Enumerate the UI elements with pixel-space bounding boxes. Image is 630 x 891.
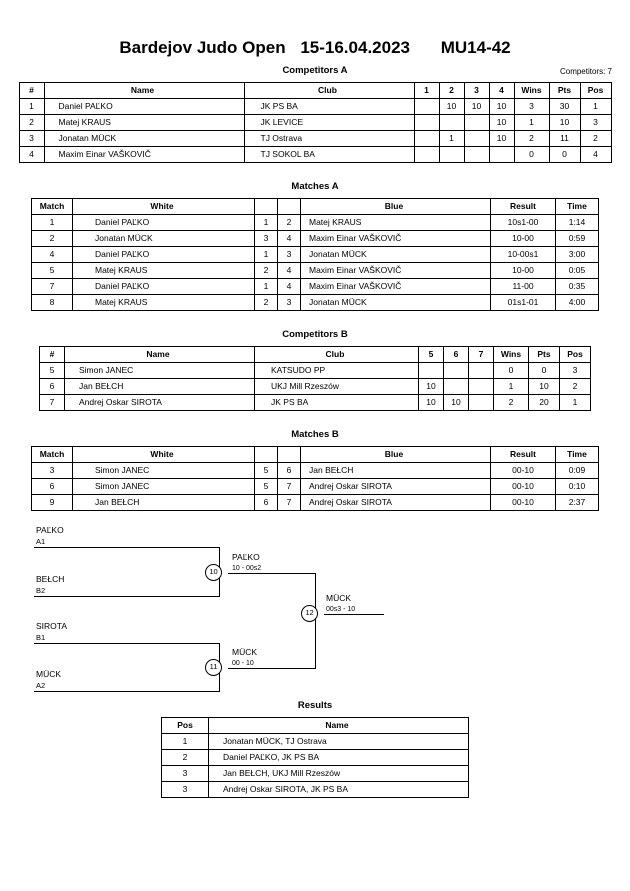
- col-white: White: [73, 447, 255, 463]
- cell-name: Matej KRAUS: [44, 115, 244, 131]
- table-row: [40, 379, 591, 395]
- matches-b-title: Matches B: [291, 429, 339, 440]
- col-name: Name: [209, 718, 469, 734]
- bracket-entry-name: BEŁCH: [36, 574, 65, 584]
- col-blue: Blue: [301, 447, 491, 463]
- cell-match: 8: [32, 295, 73, 311]
- table-row: [162, 766, 469, 782]
- table-header-row: [19, 83, 611, 99]
- cell-match: 2: [32, 231, 73, 247]
- competitors-count: Competitors: 7: [559, 67, 612, 76]
- col-r3: 3: [464, 83, 489, 99]
- cell-white: Matej KRAUS: [73, 263, 255, 279]
- cell-blue-num: 4: [278, 279, 301, 295]
- table-row: [32, 463, 599, 479]
- cell-blue: Jan BEŁCH: [301, 463, 491, 479]
- cell-club: JK PS BA: [255, 395, 419, 411]
- cell-r1: [414, 99, 439, 115]
- col-r1: 1: [414, 83, 439, 99]
- cell-result: 10-00: [491, 231, 556, 247]
- cell-pts: 10: [549, 115, 580, 131]
- table-row: [162, 782, 469, 798]
- cell-white: Daniel PAĽKO: [73, 247, 255, 263]
- cell-white: Simon JANEC: [73, 463, 255, 479]
- table-header-row: [162, 718, 469, 734]
- matches-b-table-wrap: [0, 446, 630, 511]
- cell-result: 10-00: [491, 263, 556, 279]
- cell-blue: Matej KRAUS: [301, 215, 491, 231]
- cell-club: TJ Ostrava: [244, 131, 414, 147]
- bracket-bout-score: 00s3 - 10: [326, 606, 356, 613]
- cell-result: 01s1-01: [491, 295, 556, 311]
- bracket-entry-seed: B2: [36, 586, 46, 595]
- cell-number: 2: [19, 115, 44, 131]
- col-blue: Blue: [301, 199, 491, 215]
- tournament-dates: 15-16.04.2023: [300, 38, 410, 57]
- col-time: Time: [556, 199, 599, 215]
- cell-time: 0:05: [556, 263, 599, 279]
- col-club: Club: [244, 83, 414, 99]
- col-pts: Pts: [529, 347, 560, 363]
- cell-club: UKJ Mill Rzeszów: [255, 379, 419, 395]
- cell-time: 2:37: [556, 495, 599, 511]
- bracket-bout-winner: PAĽKO: [232, 552, 260, 562]
- cell-number: 3: [19, 131, 44, 147]
- cell-result: 00-10: [491, 479, 556, 495]
- cell-r6: 10: [444, 395, 469, 411]
- cell-result: 00-10: [491, 495, 556, 511]
- col-number: #: [40, 347, 65, 363]
- cell-white-num: 2: [255, 295, 278, 311]
- cell-name: Daniel PAĽKO, JK PS BA: [209, 750, 469, 766]
- cell-pos: 2: [162, 750, 209, 766]
- cell-pts: 0: [549, 147, 580, 163]
- cell-result: 11-00: [491, 279, 556, 295]
- bracket-entry-seed: A2: [36, 681, 46, 690]
- col-r4: 4: [489, 83, 514, 99]
- bracket-bout-number: 10: [205, 564, 222, 581]
- cell-name: Jan BEŁCH, UKJ Mill Rzeszów: [209, 766, 469, 782]
- page-header: [0, 0, 630, 58]
- cell-white: Matej KRAUS: [73, 295, 255, 311]
- header-title-line: [0, 38, 630, 58]
- col-pos: Pos: [580, 83, 611, 99]
- table-row: [32, 295, 599, 311]
- cell-result: 10s1-00: [491, 215, 556, 231]
- cell-match: 7: [32, 279, 73, 295]
- cell-name: Jan BEŁCH: [65, 379, 255, 395]
- table-row: [19, 147, 611, 163]
- table-row: [40, 395, 591, 411]
- cell-r5: 10: [419, 395, 444, 411]
- matches-a-table: [31, 198, 599, 311]
- col-match: Match: [32, 447, 73, 463]
- tournament-title: Bardejov Judo Open: [119, 38, 286, 57]
- table-row: [32, 247, 599, 263]
- cell-match: 3: [32, 463, 73, 479]
- table-row: [32, 479, 599, 495]
- competitors-a-table-wrap: [0, 82, 630, 163]
- cell-pos: 1: [580, 99, 611, 115]
- col-white: White: [73, 199, 255, 215]
- bracket-line: [228, 573, 316, 574]
- results-table-wrap: [0, 717, 630, 798]
- results-title: Results: [297, 700, 333, 711]
- bracket-entry-seed: A1: [36, 537, 46, 546]
- cell-wins: 0: [494, 363, 529, 379]
- cell-white-num: 5: [255, 479, 278, 495]
- competitors-b-table-wrap: [0, 346, 630, 411]
- col-r6: 6: [444, 347, 469, 363]
- cell-wins: 0: [514, 147, 549, 163]
- cell-r4: 10: [489, 131, 514, 147]
- competitors-b-title: Competitors B: [282, 329, 348, 340]
- cell-pts: 30: [549, 99, 580, 115]
- cell-r5: 10: [419, 379, 444, 395]
- cell-white-num: 5: [255, 463, 278, 479]
- cell-time: 0:59: [556, 231, 599, 247]
- col-r2: 2: [439, 83, 464, 99]
- bracket-bout-number: 11: [205, 659, 222, 676]
- cell-r6: [444, 363, 469, 379]
- cell-white-num: 3: [255, 231, 278, 247]
- col-result: Result: [491, 199, 556, 215]
- cell-club: JK PS BA: [244, 99, 414, 115]
- bracket-bout-score: 00 - 10: [232, 660, 254, 667]
- col-match: Match: [32, 199, 73, 215]
- cell-pts: 0: [529, 363, 560, 379]
- col-time: Time: [556, 447, 599, 463]
- cell-r6: [444, 379, 469, 395]
- results-table: [161, 717, 469, 798]
- col-pos: Pos: [560, 347, 591, 363]
- tournament-category: MU14-42: [440, 38, 511, 57]
- col-blue-num: [278, 447, 301, 463]
- cell-pos: 1: [560, 395, 591, 411]
- bracket-entry-name: MÜCK: [36, 669, 62, 679]
- col-wins: Wins: [494, 347, 529, 363]
- table-row: [19, 131, 611, 147]
- cell-blue: Jonatan MÜCK: [301, 247, 491, 263]
- table-row: [32, 215, 599, 231]
- cell-number: 4: [19, 147, 44, 163]
- cell-match: 9: [32, 495, 73, 511]
- cell-blue: Andrej Oskar SIROTA: [301, 495, 491, 511]
- cell-pos: 4: [580, 147, 611, 163]
- bracket-line: [324, 614, 384, 615]
- bracket-bout-winner: MÜCK: [232, 647, 258, 657]
- table-header-row: [32, 447, 599, 463]
- cell-pos: 3: [580, 115, 611, 131]
- cell-r4: 10: [489, 99, 514, 115]
- cell-r3: [464, 147, 489, 163]
- cell-pos: 3: [162, 782, 209, 798]
- bracket-line: [34, 643, 220, 644]
- cell-r3: [464, 115, 489, 131]
- cell-name: Andrej Oskar SIROTA, JK PS BA: [209, 782, 469, 798]
- cell-blue: Jonatan MÜCK: [301, 295, 491, 311]
- cell-wins: 1: [514, 115, 549, 131]
- cell-blue-num: 6: [278, 463, 301, 479]
- cell-white: Jan BEŁCH: [73, 495, 255, 511]
- cell-r1: [414, 131, 439, 147]
- col-white-num: [255, 199, 278, 215]
- col-name: Name: [44, 83, 244, 99]
- cell-blue-num: 7: [278, 495, 301, 511]
- cell-r7: [469, 363, 494, 379]
- competitors-b-table: [39, 346, 591, 411]
- bracket-line: [315, 573, 316, 668]
- cell-time: 0:10: [556, 479, 599, 495]
- bracket-entry-seed: B1: [36, 633, 46, 642]
- cell-r2: [439, 115, 464, 131]
- cell-white-num: 2: [255, 263, 278, 279]
- cell-name: Jonatan MÜCK, TJ Ostrava: [209, 734, 469, 750]
- cell-pts: 11: [549, 131, 580, 147]
- cell-result: 10-00s1: [491, 247, 556, 263]
- table-row: [162, 750, 469, 766]
- cell-time: 3:00: [556, 247, 599, 263]
- knockout-bracket: [0, 525, 630, 700]
- cell-white: Daniel PAĽKO: [73, 279, 255, 295]
- cell-r7: [469, 379, 494, 395]
- cell-r3: 10: [464, 99, 489, 115]
- cell-pos: 2: [580, 131, 611, 147]
- cell-r2: 1: [439, 131, 464, 147]
- bracket-bout-winner: MÜCK: [326, 593, 352, 603]
- table-row: [19, 115, 611, 131]
- cell-time: 0:09: [556, 463, 599, 479]
- cell-pts: 20: [529, 395, 560, 411]
- cell-name: Andrej Oskar SIROTA: [65, 395, 255, 411]
- cell-blue-num: 4: [278, 263, 301, 279]
- cell-white: Simon JANEC: [73, 479, 255, 495]
- matches-a-title: Matches A: [291, 181, 339, 192]
- table-row: [40, 363, 591, 379]
- col-result: Result: [491, 447, 556, 463]
- cell-number: 5: [40, 363, 65, 379]
- cell-club: TJ SOKOL BA: [244, 147, 414, 163]
- cell-white: Daniel PAĽKO: [73, 215, 255, 231]
- col-club: Club: [255, 347, 419, 363]
- bracket-entry-name: SIROTA: [36, 621, 68, 631]
- cell-r1: [414, 147, 439, 163]
- cell-white-num: 1: [255, 215, 278, 231]
- col-pos: Pos: [162, 718, 209, 734]
- cell-r3: [464, 131, 489, 147]
- table-header-row: [32, 199, 599, 215]
- cell-white: Jonatan MÜCK: [73, 231, 255, 247]
- cell-blue-num: 4: [278, 231, 301, 247]
- table-row: [162, 734, 469, 750]
- cell-white-num: 1: [255, 247, 278, 263]
- cell-pos: 3: [560, 363, 591, 379]
- cell-result: 00-10: [491, 463, 556, 479]
- cell-blue: Maxim Einar VAŠKOVIČ: [301, 231, 491, 247]
- cell-club: KATSUDO PP: [255, 363, 419, 379]
- cell-wins: 2: [514, 131, 549, 147]
- cell-r7: [469, 395, 494, 411]
- cell-match: 1: [32, 215, 73, 231]
- cell-number: 1: [19, 99, 44, 115]
- cell-wins: 3: [514, 99, 549, 115]
- cell-club: JK LEVICE: [244, 115, 414, 131]
- cell-wins: 1: [494, 379, 529, 395]
- cell-name: Daniel PAĽKO: [44, 99, 244, 115]
- competitors-a-table: [19, 82, 612, 163]
- cell-wins: 2: [494, 395, 529, 411]
- col-pts: Pts: [549, 83, 580, 99]
- cell-pos: 3: [162, 766, 209, 782]
- cell-r4: [489, 147, 514, 163]
- cell-r1: [414, 115, 439, 131]
- col-name: Name: [65, 347, 255, 363]
- col-blue-num: [278, 199, 301, 215]
- bracket-line: [34, 691, 220, 692]
- bracket-line: [34, 547, 220, 548]
- col-r7: 7: [469, 347, 494, 363]
- cell-pts: 10: [529, 379, 560, 395]
- competitors-a-heading: [0, 65, 630, 76]
- competitors-a-title: Competitors A: [282, 65, 348, 76]
- cell-number: 7: [40, 395, 65, 411]
- cell-number: 6: [40, 379, 65, 395]
- cell-name: Jonatan MÜCK: [44, 131, 244, 147]
- col-wins: Wins: [514, 83, 549, 99]
- matches-b-table: [31, 446, 599, 511]
- cell-r2: [439, 147, 464, 163]
- cell-r4: 10: [489, 115, 514, 131]
- cell-name: Maxim Einar VAŠKOVIČ: [44, 147, 244, 163]
- table-header-row: [40, 347, 591, 363]
- col-number: #: [19, 83, 44, 99]
- cell-r5: [419, 363, 444, 379]
- cell-match: 6: [32, 479, 73, 495]
- cell-blue: Andrej Oskar SIROTA: [301, 479, 491, 495]
- cell-pos: 2: [560, 379, 591, 395]
- matches-a-table-wrap: [0, 198, 630, 311]
- cell-white-num: 1: [255, 279, 278, 295]
- table-row: [32, 495, 599, 511]
- table-row: [32, 231, 599, 247]
- cell-match: 4: [32, 247, 73, 263]
- cell-blue: Maxim Einar VAŠKOVIČ: [301, 279, 491, 295]
- table-row: [19, 99, 611, 115]
- cell-time: 4:00: [556, 295, 599, 311]
- bracket-line: [34, 596, 220, 597]
- table-row: [32, 263, 599, 279]
- col-r5: 5: [419, 347, 444, 363]
- cell-blue-num: 2: [278, 215, 301, 231]
- cell-name: Simon JANEC: [65, 363, 255, 379]
- cell-time: 0:35: [556, 279, 599, 295]
- cell-time: 1:14: [556, 215, 599, 231]
- cell-blue-num: 7: [278, 479, 301, 495]
- cell-pos: 1: [162, 734, 209, 750]
- table-row: [32, 279, 599, 295]
- cell-match: 5: [32, 263, 73, 279]
- cell-blue: Maxim Einar VAŠKOVIČ: [301, 263, 491, 279]
- bracket-bout-score: 10 - 00s2: [232, 565, 262, 572]
- bracket-line: [228, 668, 316, 669]
- cell-blue-num: 3: [278, 247, 301, 263]
- col-white-num: [255, 447, 278, 463]
- cell-r2: 10: [439, 99, 464, 115]
- bracket-entry-name: PAĽKO: [36, 525, 64, 535]
- cell-blue-num: 3: [278, 295, 301, 311]
- cell-white-num: 6: [255, 495, 278, 511]
- bracket-bout-number: 12: [301, 605, 318, 622]
